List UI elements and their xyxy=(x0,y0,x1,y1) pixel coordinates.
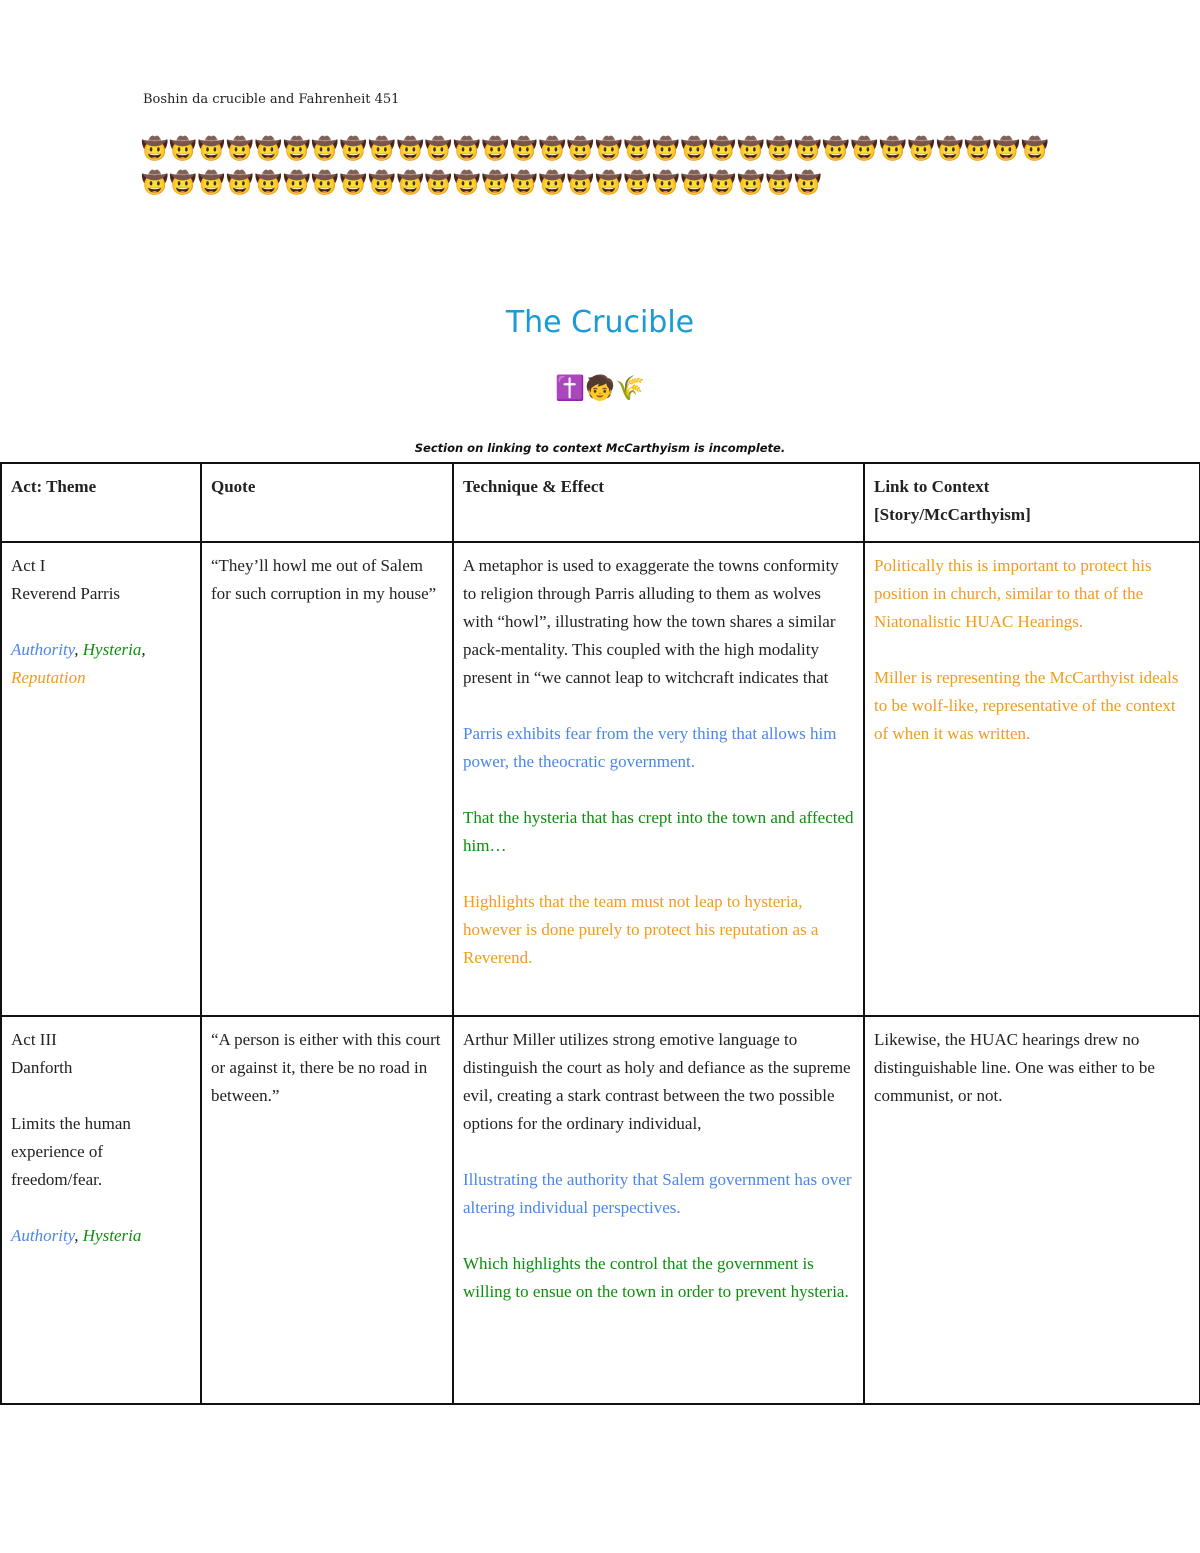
document-header-line: Boshin da crucible and Fahrenheit 451 xyxy=(143,92,400,107)
technique-cell xyxy=(453,1016,864,1404)
theme-reputation: Reputation xyxy=(11,668,86,687)
header-act-theme: Act: Theme xyxy=(1,463,201,542)
technique-main-text: Arthur Miller utilizes strong emotive language to distinguish the court as holy and defiance as the supreme evil, creating a stark contrast between the two possible options for the ordinary individual, xyxy=(463,1030,851,1133)
character-label: Danforth xyxy=(11,1058,73,1077)
title-emoji-icons: ✝️🧒🌾 xyxy=(555,374,645,402)
technique-green-text: Which highlights the control that the government is willing to ensue on the town in order to prevent hysteria. xyxy=(463,1254,849,1301)
technique-green-text: That the hysteria that has crept into the town and affected him… xyxy=(463,808,854,855)
cowboy-emoji-row-1: 🤠🤠🤠🤠🤠🤠🤠🤠🤠🤠🤠🤠🤠🤠🤠🤠🤠🤠🤠🤠🤠🤠🤠🤠🤠🤠🤠🤠🤠🤠🤠🤠 xyxy=(141,137,1050,162)
theme-authority: Authority xyxy=(11,1226,75,1245)
quote-text: “They’ll howl me out of Salem for such corruption in my house” xyxy=(211,556,437,603)
crucible-analysis-table xyxy=(0,462,1200,1405)
context-text-1: Likewise, the HUAC hearings drew no distinguishable line. One was either to be communist, or not. xyxy=(874,1030,1155,1105)
page-title: The Crucible xyxy=(505,305,695,340)
act-theme-cell xyxy=(1,542,201,1016)
header-technique-effect: Technique & Effect xyxy=(453,463,864,542)
header-quote: Quote xyxy=(201,463,453,542)
act-theme-cell xyxy=(1,1016,201,1404)
act-label: Act I xyxy=(11,556,46,575)
quote-text: “A person is either with this court or against it, there be no road in between.” xyxy=(211,1030,441,1105)
context-text-1: Politically this is important to protect his position in church, similar to that of the Niatonalistic HUAC Hearings. xyxy=(874,556,1152,631)
context-cell xyxy=(864,542,1200,1016)
theme-tags: Authority, Hysteria, xyxy=(11,640,146,659)
character-label: Reverend Parris xyxy=(11,584,121,603)
header-link-to-context xyxy=(864,463,1200,542)
theme-tags: Authority, Hysteria xyxy=(11,1226,142,1245)
context-text-2: Miller is representing the McCarthyist ideals to be wolf-like, representative of the context of when it was written. xyxy=(874,668,1179,743)
table-header-row xyxy=(1,463,1200,542)
theme-hysteria: Hysteria xyxy=(82,640,142,659)
technique-blue-text: Parris exhibits fear from the very thing that allows him power, the theocratic government. xyxy=(463,724,837,771)
technique-blue-text: Illustrating the authority that Salem government has over altering individual perspectives. xyxy=(463,1170,852,1217)
theme-authority: Authority xyxy=(11,640,75,659)
technique-orange-text: Highlights that the team must not leap to hysteria, however is done purely to protect his reputation as a Reverend. xyxy=(463,892,819,967)
header-context-line2: [Story/McCarthyism] xyxy=(874,505,1031,524)
row-description: Limits the human experience of freedom/fear. xyxy=(11,1114,131,1189)
act-label: Act III xyxy=(11,1030,57,1049)
header-context-line1: Link to Context xyxy=(874,477,990,496)
technique-main-text: A metaphor is used to exaggerate the towns conformity to religion through Parris alluding to them as wolves with “howl”, illustrating how the town shares a similar pack-mentality. This coupled with the high modality present in “we cannot leap to witchcraft indicates that xyxy=(463,556,839,687)
table-row xyxy=(1,1016,1200,1404)
table-row xyxy=(1,542,1200,1016)
quote-cell xyxy=(201,1016,453,1404)
context-cell xyxy=(864,1016,1200,1404)
incomplete-section-note: Section on linking to context McCarthyism is incomplete. xyxy=(414,441,786,455)
theme-hysteria: Hysteria xyxy=(82,1226,142,1245)
technique-cell xyxy=(453,542,864,1016)
quote-cell xyxy=(201,542,453,1016)
cowboy-emoji-row-2: 🤠🤠🤠🤠🤠🤠🤠🤠🤠🤠🤠🤠🤠🤠🤠🤠🤠🤠🤠🤠🤠🤠🤠🤠 xyxy=(141,171,823,196)
